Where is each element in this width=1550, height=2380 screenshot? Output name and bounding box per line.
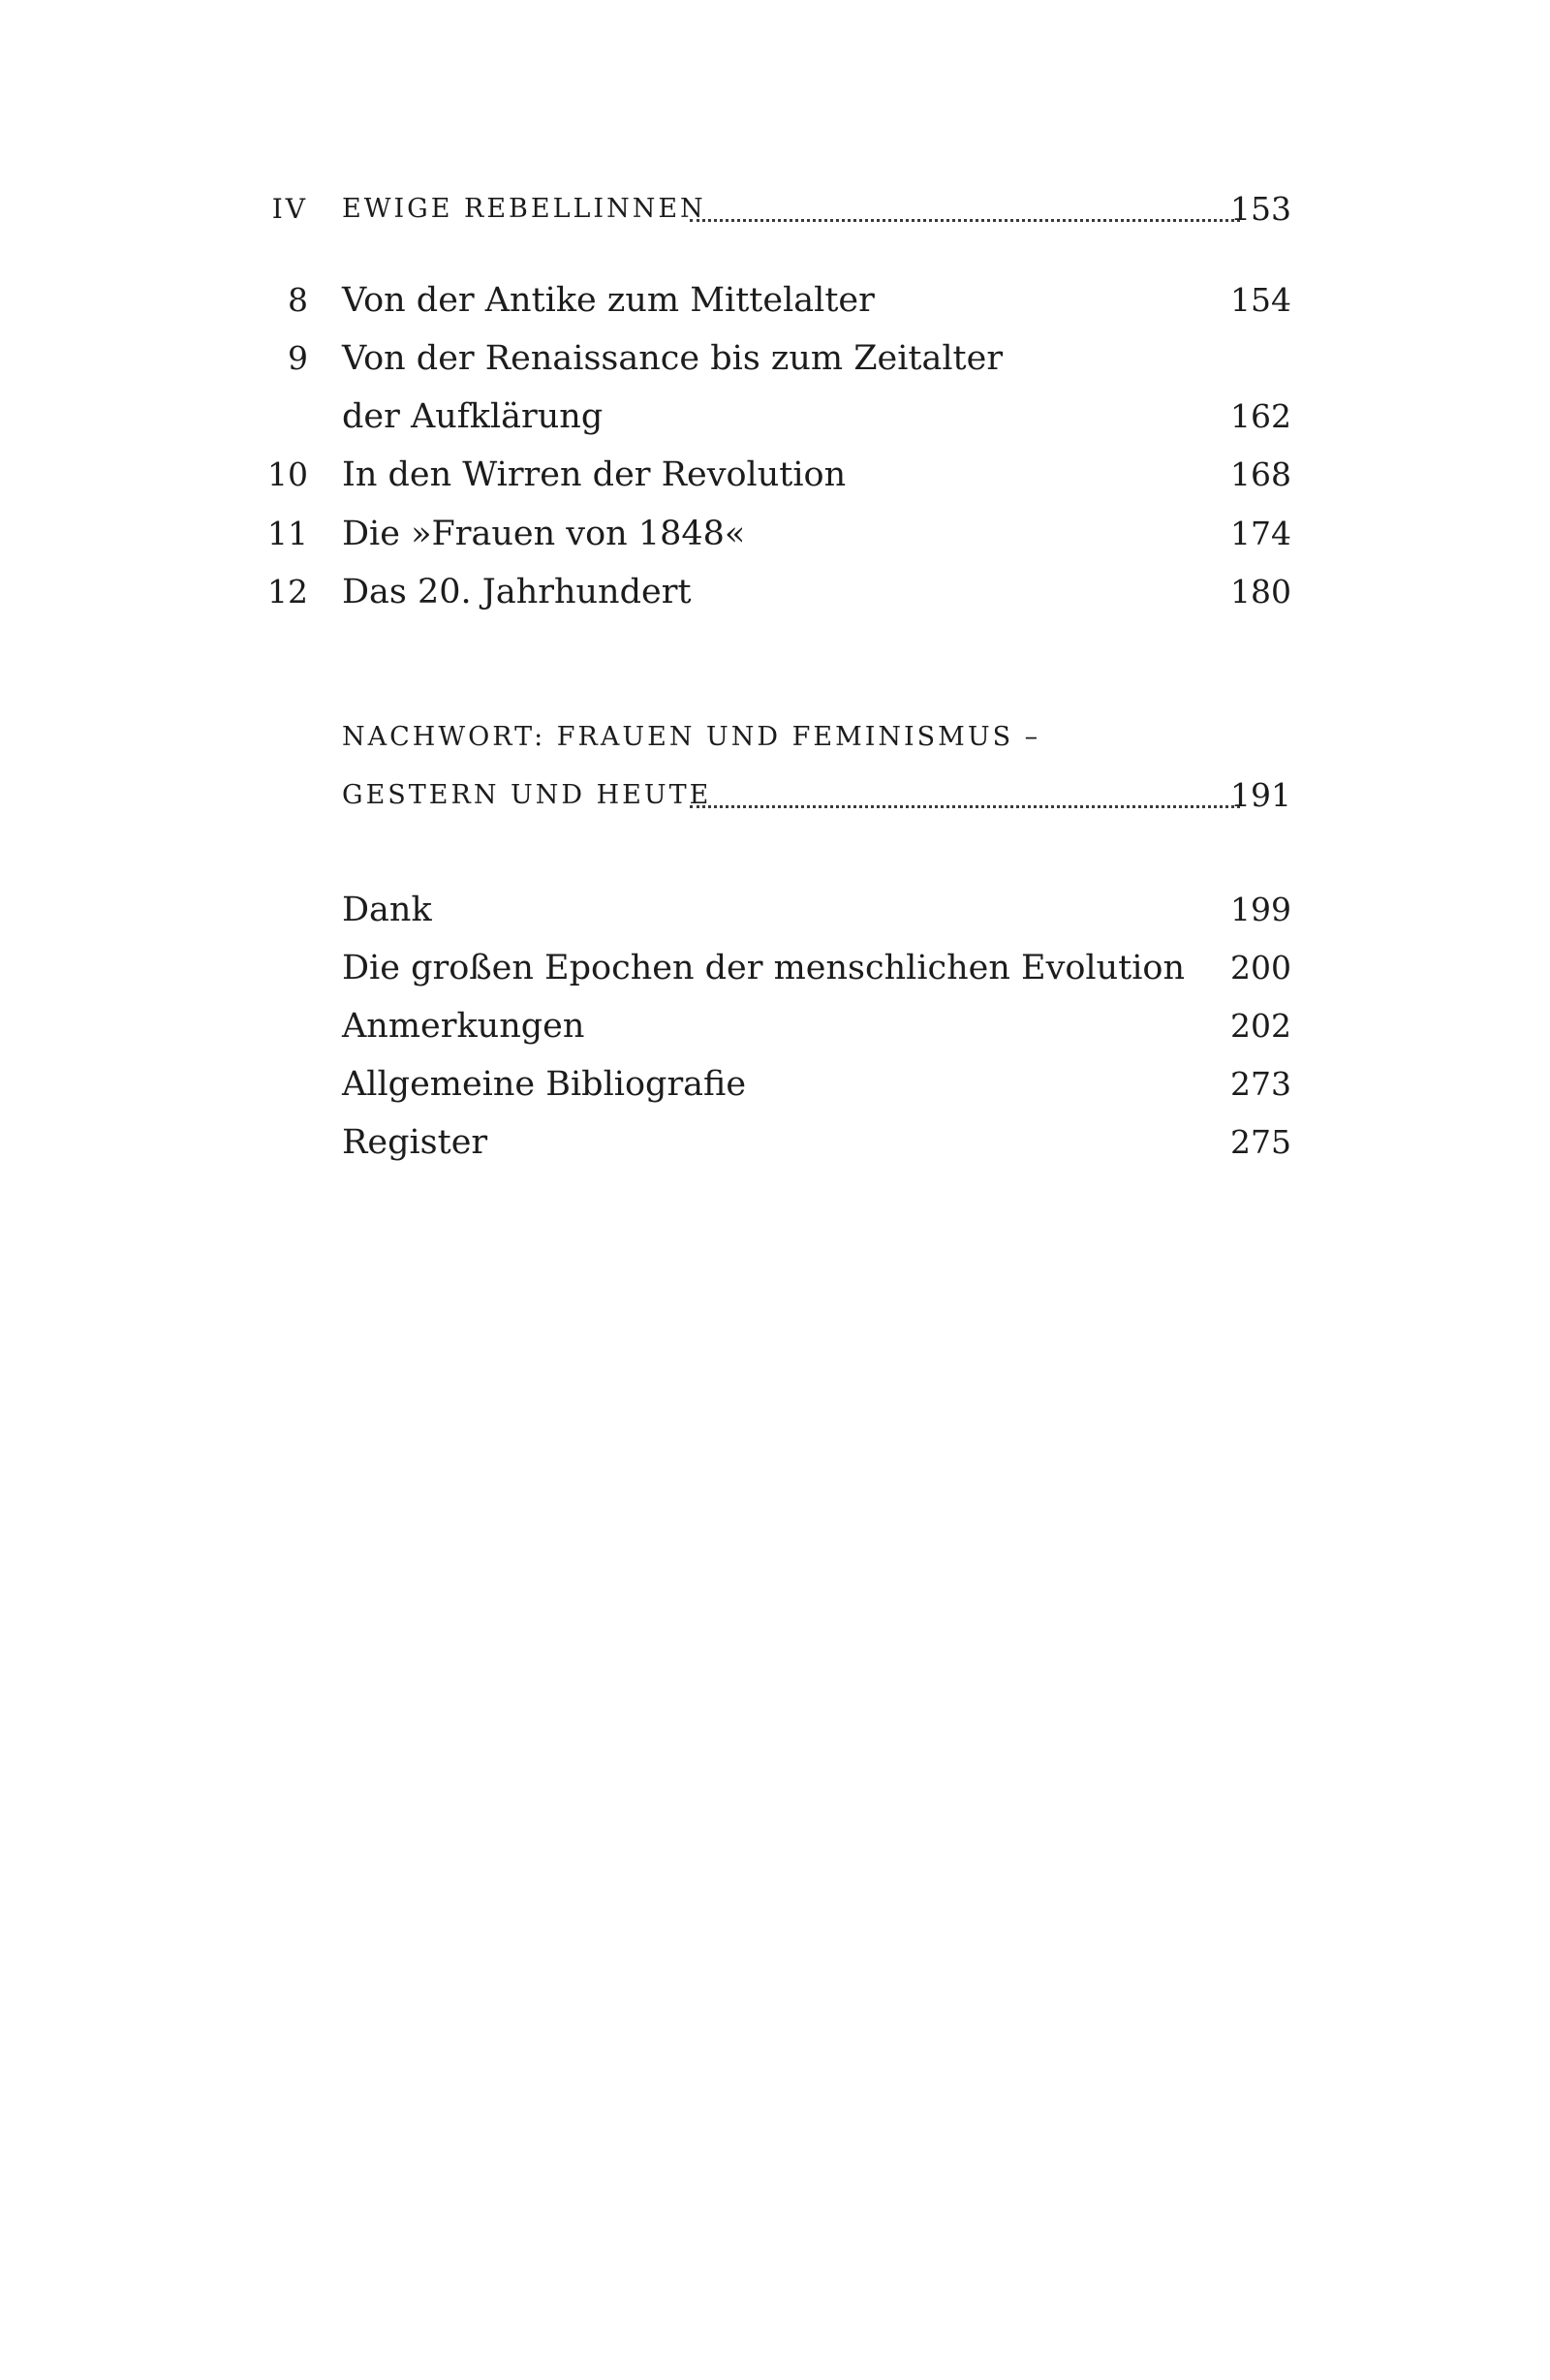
toc-chapter-entry-continuation (0, 388, 1550, 446)
dot-leader (690, 180, 1240, 238)
backmatter-title: Die großen Epochen der menschlichen Evolution (342, 949, 1186, 987)
afterword-title-line1: NACHWORT: FRAUEN UND FEMINISMUS – (342, 722, 1041, 752)
chapter-page-number: 162 (1230, 397, 1291, 435)
backmatter-title: Register (342, 1123, 488, 1162)
backmatter-page-number: 275 (1230, 1123, 1291, 1161)
backmatter-title: Dank (342, 891, 432, 929)
afterword-title-line2: GESTERN UND HEUTE (342, 780, 712, 810)
toc-part-heading (0, 180, 1550, 238)
afterword-page-number: 191 (1230, 776, 1291, 814)
toc-afterword-heading-continuation (0, 767, 1550, 825)
chapter-number: 9 (288, 339, 308, 377)
part-page-number: 153 (1230, 190, 1291, 228)
chapter-title: Das 20. Jahrhundert (342, 573, 692, 611)
chapter-page-number: 180 (1230, 573, 1291, 611)
toc-backmatter-entry (0, 1113, 1550, 1172)
backmatter-page-number: 199 (1230, 891, 1291, 928)
chapter-page-number: 168 (1230, 455, 1291, 493)
backmatter-page-number: 273 (1230, 1065, 1291, 1103)
toc-backmatter-entry (0, 997, 1550, 1055)
toc-chapter-entry (0, 563, 1550, 621)
backmatter-title: Anmerkungen (342, 1007, 585, 1046)
chapter-title: Von der Antike zum Mittelalter (342, 281, 875, 320)
chapter-page-number: 174 (1230, 515, 1291, 552)
toc-backmatter-entry (0, 939, 1550, 997)
backmatter-page-number: 200 (1230, 949, 1291, 986)
toc-chapter-entry (0, 446, 1550, 504)
toc-chapter-entry (0, 329, 1550, 388)
toc-chapter-entry (0, 271, 1550, 329)
chapter-title-line1: Von der Renaissance bis zum Zeitalter (342, 339, 1004, 378)
chapter-title: In den Wirren der Revolution (342, 455, 847, 494)
chapter-number: 10 (267, 455, 308, 493)
part-numeral: IV (271, 193, 308, 225)
backmatter-title: Allgemeine Bibliografie (342, 1065, 747, 1104)
chapter-page-number: 154 (1230, 281, 1291, 319)
chapter-title-line2: der Aufklärung (342, 397, 604, 436)
backmatter-page-number: 202 (1230, 1007, 1291, 1045)
toc-backmatter-entry (0, 1055, 1550, 1113)
part-title: EWIGE REBELLINNEN (342, 194, 706, 224)
toc-backmatter-entry (0, 881, 1550, 939)
dot-leader (690, 767, 1240, 825)
chapter-number: 12 (267, 573, 308, 611)
toc-afterword-heading (0, 708, 1550, 767)
chapter-title: Die »Frauen von 1848« (342, 515, 746, 553)
toc-chapter-entry (0, 505, 1550, 563)
chapter-number: 11 (267, 515, 308, 552)
chapter-number: 8 (288, 281, 308, 319)
